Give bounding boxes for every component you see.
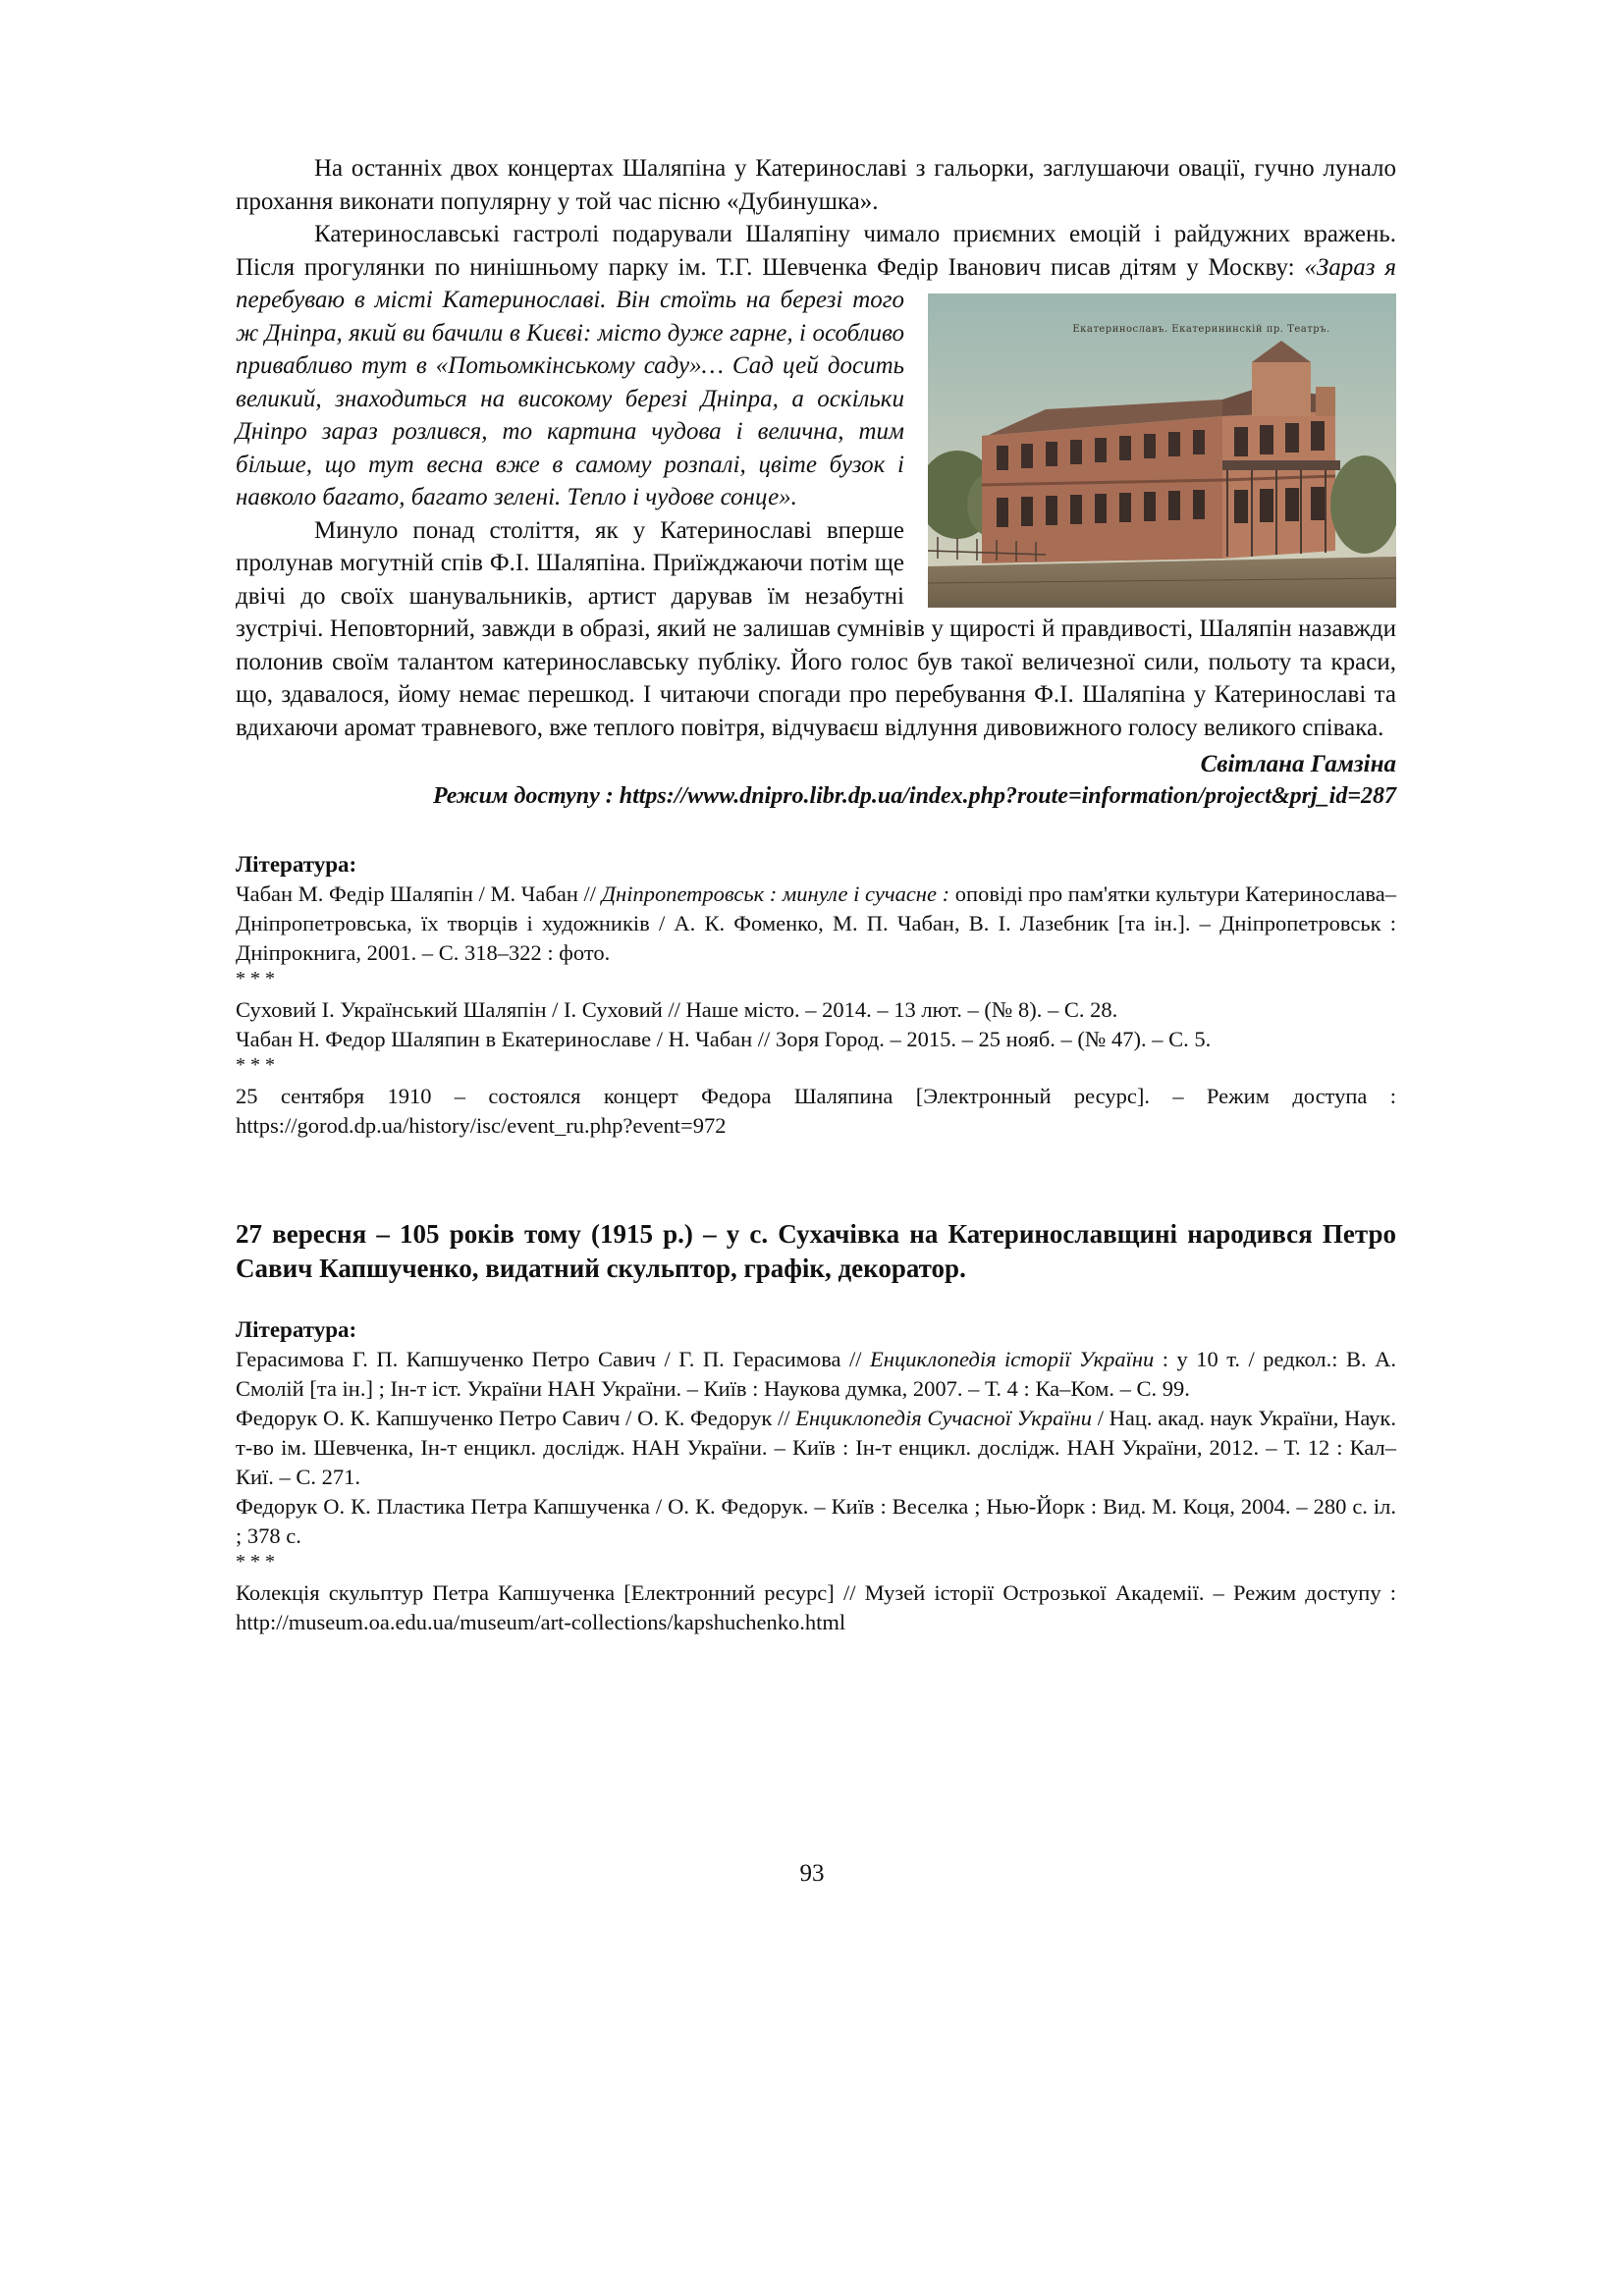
lit2-entry-1-rest: : у 10 т. / редкол.: В. А. Смолій [та ін.] ; Ін-т іст. України НАН України. – Київ : Наукова думка, 2007. – Т. 4 : Ка–Ком. – С. 99. — [236, 1347, 1396, 1401]
page-content — [236, 152, 1396, 1637]
paragraph-1: На останніх двох концертах Шаляпіна у Катеринославі з гальорки, заглушаючи овації, гучно лунало прохання виконати популярну у той час пісню «Дубинушка». — [236, 155, 1396, 215]
literature-heading-2: Література: — [236, 1317, 357, 1342]
lit2-entry-2 — [236, 1404, 1396, 1492]
separator-stars: * * * — [236, 1551, 275, 1573]
event-heading: 27 вересня – 105 років тому (1915 р.) – у с. Сухачівка на Катеринославщині народився Петро Савич Капшученко, видатний скульптор, графік, декоратор. — [236, 1219, 1396, 1283]
literature-heading-1: Література: — [236, 852, 357, 877]
lit2-entry-2-title: Енциклопедія Сучасної України — [795, 1406, 1092, 1430]
lit2-entry-1-title: Енциклопедія історії України — [870, 1347, 1155, 1371]
lit2-entry-3: Федорук О. К. Пластика Петра Капшученка / О. К. Федорук. – Київ : Веселка ; Нью-Йорк : Вид. М. Коця, 2004. – 280 с. іл. ; 378 с. — [236, 1494, 1396, 1548]
lit2-entry-2-rest: / Нац. акад. наук України, Наук. т-во ім. Шевченка, Ін-т енцикл. дослідж. НАН України. – Київ : Ін-т енцикл. дослідж. НАН України, 2012. – Т. 12 : Кал–Киї. – С. 271. — [236, 1406, 1396, 1489]
lit1-entry-4: 25 сентября 1910 – состоялся концерт Федора Шаляпина [Электронный ресурс]. – Режим доступа : https://gorod.dp.ua/history/isc/event_ru.php?event=972 — [236, 1084, 1396, 1138]
paragraph-3: Минуло понад століття, як у Катеринославі вперше пролунав могутній спів Ф.І. Шаляпіна. Приїжджаючи потім ще двічі до своїх шанувальників, артист дарував їм незабутні зустрічі. Неповторний, завжди в образі, який не залишав сумнівів у щирості й правдивості, Шаляпін назавжди полонив своїм талантом катеринославську публіку. Його голос був такої величезної сили, польоту та краси, що, здавалося, йому немає перешкод. І читаючи спогади про перебування Ф.І. Шаляпіна у Катеринославі та вдихаючи аромат травневого, вже теплого повітря, відчуваєш відлуння дивовижного голосу великого співака. — [236, 516, 1396, 741]
lit2-entry-1-author: Герасимова Г. П. Капшученко Петро Савич / Г. П. Герасимова // — [236, 1347, 871, 1371]
separator-stars: * * * — [236, 968, 275, 989]
page-number: 93 — [799, 1860, 825, 1887]
theatre-postcard-photo — [928, 294, 1396, 608]
photo-caption: Екатеринославъ. Екатерининскій пр. Театръ. — [1072, 324, 1330, 335]
lit2-entry-1 — [236, 1345, 1396, 1404]
separator-stars: * * * — [236, 1054, 275, 1076]
author-signature: Світлана Гамзіна — [1200, 751, 1396, 777]
access-url: Режим доступу : https://www.dnipro.libr.dp.ua/index.php?route=information/project&prj_id=287 — [432, 783, 1396, 809]
lit1-entry-1-author: Чабан М. Федір Шаляпін / М. Чабан // — [236, 881, 602, 906]
lit2-entry-2-author: Федорук О. К. Капшученко Петро Савич / О. К. Федорук // — [236, 1406, 796, 1430]
lit1-entry-3: Чабан Н. Федор Шаляпин в Екатеринославе / Н. Чабан // Зоря Город. – 2015. – 25 нояб. – (№ 47). – С. 5. — [236, 1027, 1212, 1051]
lit1-entry-1-rest: оповіді про пам'ятки культури Катеринослава–Дніпропетровська, їх творців і художників / А. К. Фоменко, М. П. Чабан, В. І. Лазебник [та ін.]. – Дніпропетровськ : Дніпрокнига, 2001. – С. 318–322 : фото. — [236, 881, 1396, 965]
lit1-entry-1-title: Дніпропетровськ : минуле і сучасне : — [601, 881, 955, 906]
lit1-entry-1 — [236, 880, 1396, 968]
paragraph-2-text: Катеринославські гастролі подарували Шаляпіну чимало приємних емоцій і райдужних вражень. Після прогулянки по нинішньому парку ім. Т.Г. Шевченка Федір Іванович писав дітям у Москву: — [236, 221, 1396, 281]
paragraph-2 — [236, 218, 1396, 514]
lit1-entry-2: Суховий І. Український Шаляпін / І. Суховий // Наше місто. – 2014. – 13 лют. – (№ 8). – С. 28. — [236, 997, 1118, 1022]
paragraph-2-quote: «Зараз я перебуваю в місті Катеринославі. Він стоїть на березі того ж Дніпра, який ви бачили в Києві: місто дуже гарне, і особливо привабливо тут в «Потьомкінському саду»… Сад цей досить великий, знаходиться на високому березі Дніпра, а оскільки Дніпро зараз розлився, то картина чудова і велична, тим більше, що тут весна вже в самому розпалі, цвіте бузок і навколо багато, багато зелені. Тепло і чудове сонце». — [236, 253, 1396, 510]
lit2-entry-4: Колекція скульптур Петра Капшученка [Електронний ресурс] // Музей історії Острозької Академії. – Режим доступу : http://museum.oa.edu.ua/museum/art-collections/kapshuchenko.html — [236, 1580, 1396, 1634]
